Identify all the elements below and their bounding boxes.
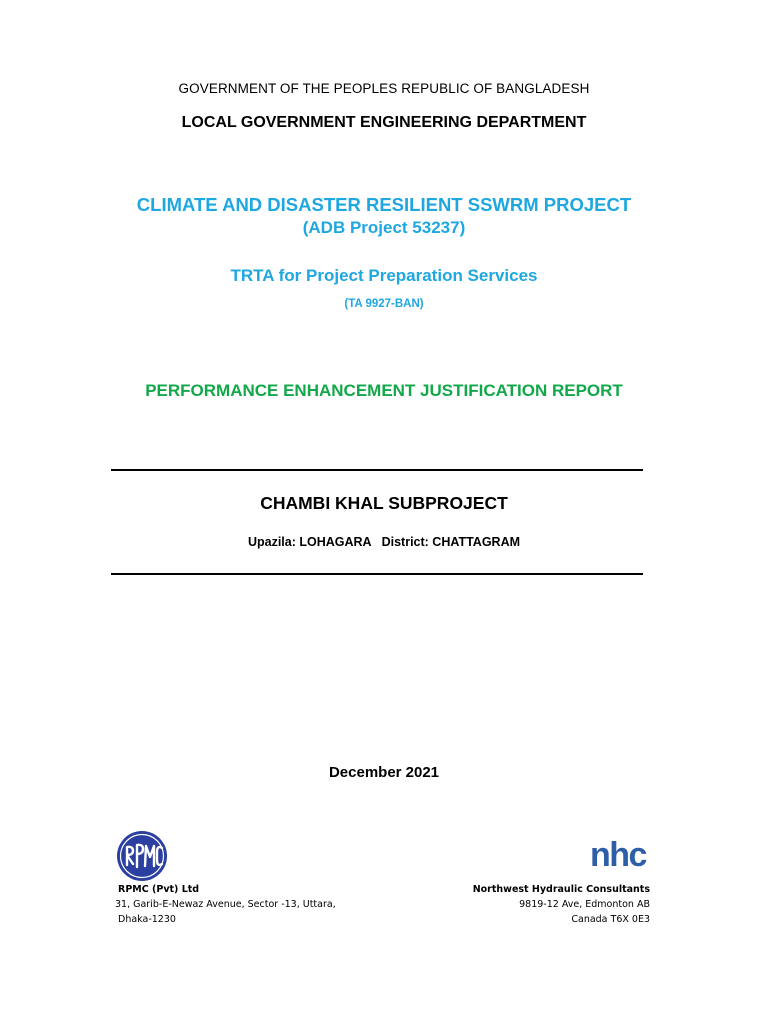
top-divider (111, 469, 643, 471)
adb-project-number: (ADB Project 53237) (302, 218, 466, 237)
subproject-name: CHAMBI KHAL SUBPROJECT (260, 493, 508, 513)
nhc-logo (590, 838, 660, 870)
project-title: CLIMATE AND DISASTER RESILIENT SSWRM PROJECT (136, 194, 632, 215)
svg-text:nhc: nhc (590, 838, 646, 870)
nhc-address-line2: Canada T6X 0E3 (571, 914, 650, 925)
rpmc-address-line1: 31, Garib-E-Newaz Avenue, Sector -13, Uttara, (115, 899, 336, 910)
trta-subtitle: TRTA for Project Preparation Services (230, 266, 538, 285)
rpmc-firm-name: RPMC (Pvt) Ltd (118, 884, 200, 895)
location-line (0, 535, 768, 549)
report-date: December 2021 (328, 764, 440, 781)
government-heading: GOVERNMENT OF THE PEOPLES REPUBLIC OF BANGLADESH (178, 81, 590, 96)
rpmc-logo (116, 830, 168, 882)
upazila-label: Upazila: LOHAGARA (247, 535, 372, 549)
report-title: PERFORMANCE ENHANCEMENT JUSTIFICATION REPORT (145, 381, 623, 400)
bottom-divider (111, 573, 643, 575)
department-heading: LOCAL GOVERNMENT ENGINEERING DEPARTMENT (181, 114, 587, 131)
nhc-firm-name: Northwest Hydraulic Consultants (472, 884, 650, 895)
nhc-address-line1: 9819-12 Ave, Edmonton AB (519, 899, 650, 910)
nhc-address-block (473, 882, 650, 927)
ta-number: (TA 9927-BAN) (344, 298, 424, 310)
district-label: District: CHATTAGRAM (381, 535, 521, 549)
rpmc-address-line2: Dhaka-1230 (118, 914, 176, 925)
rpmc-address-block (115, 882, 336, 927)
